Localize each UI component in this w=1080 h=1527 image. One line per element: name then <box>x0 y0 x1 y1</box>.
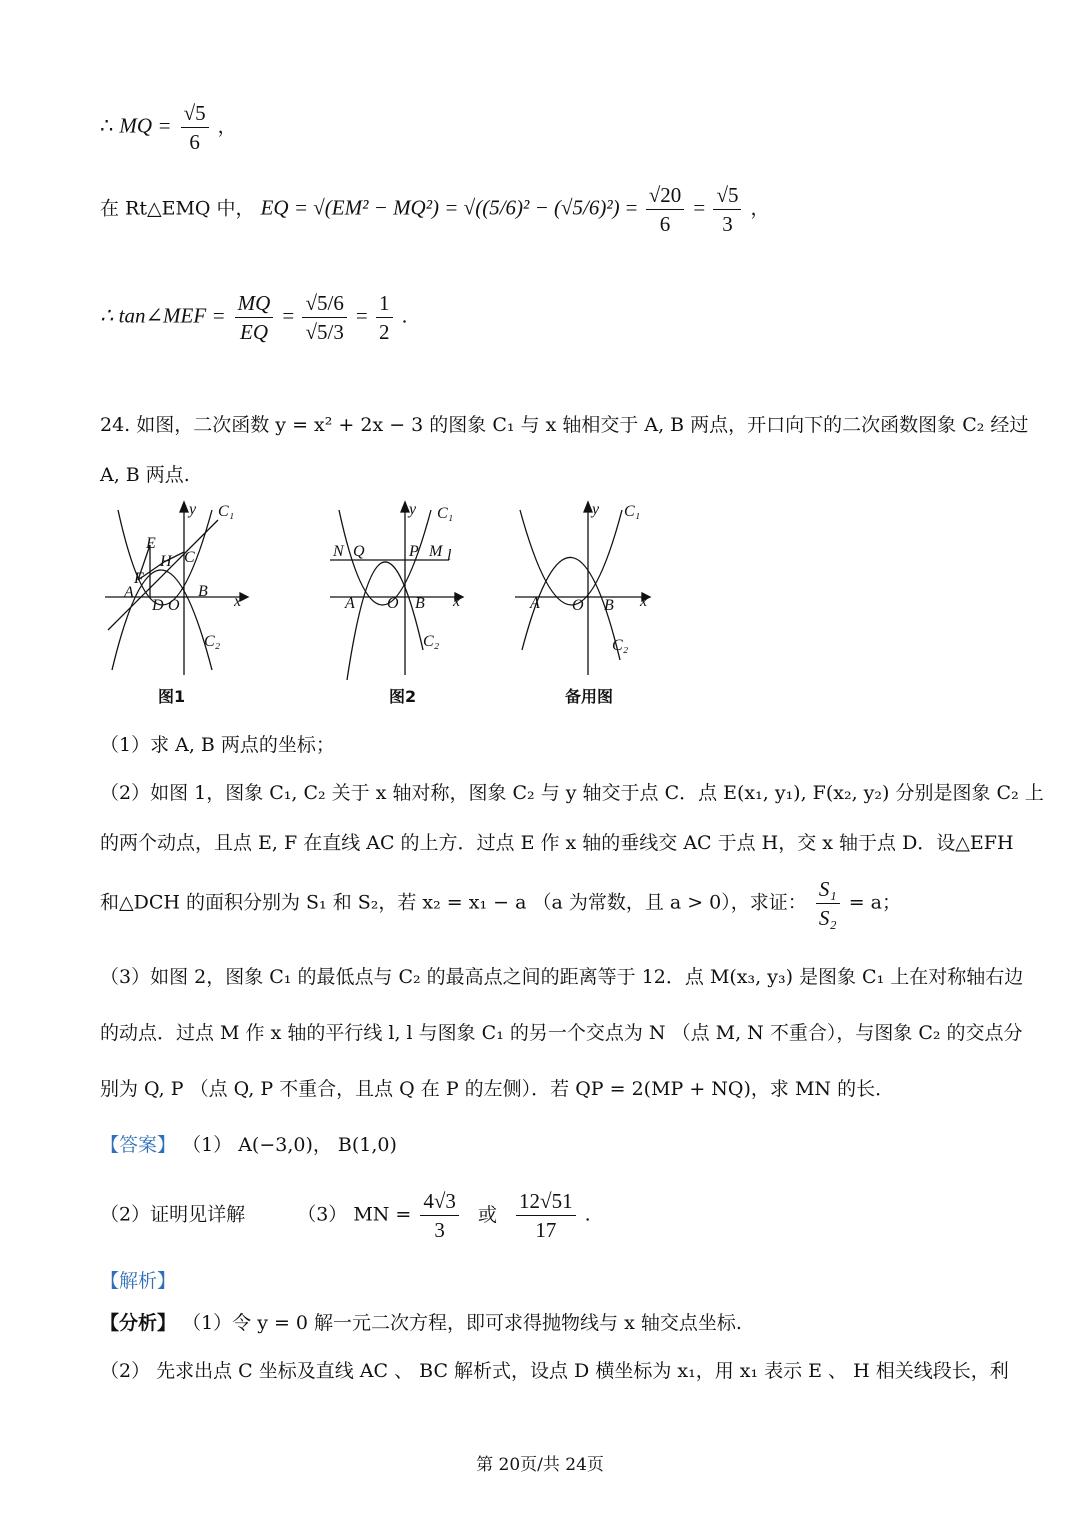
label-b: B <box>415 595 425 612</box>
label-c2: C₂ <box>612 637 629 654</box>
label-x: x <box>640 593 648 610</box>
frac-num: √5/6 <box>302 290 346 318</box>
answer-line-2 <box>100 1188 591 1243</box>
therefore-symbol: ∴ <box>100 113 114 138</box>
q24-part-3-line-2: 的动点．过点 M 作 x 轴的平行线 l, l 与图象 C₁ 的另一个交点为 N （点 M, N 不重合），与图象 C₂ 的交点分 <box>100 1022 1023 1044</box>
label-p: P <box>409 543 419 560</box>
label-a: A <box>530 595 540 612</box>
frac-den: 3 <box>722 212 733 236</box>
p2-l3-tail: = a； <box>848 891 901 914</box>
label-y: y <box>189 501 197 518</box>
frac-num: S₁ <box>816 876 840 904</box>
q24-part-3-line-3: 别为 Q, P （点 Q, P 不重合，且点 Q 在 P 的左侧）．若 QP = 2(MP + NQ)，求 MN 的长． <box>100 1078 895 1100</box>
label-o: O <box>572 597 584 614</box>
prev-l2-suffix: ， <box>750 197 770 220</box>
frac-num: √5 <box>181 100 209 128</box>
label-m: M <box>429 543 443 560</box>
prev-l2-eq: EQ = √(EM² − MQ²) = √((5/6)² − (√5/6)²) <box>260 195 620 220</box>
frac-den: 3 <box>434 1218 445 1242</box>
y-axis-arrow <box>401 502 409 512</box>
figure-2-caption: 图2 <box>389 687 417 706</box>
answer-3-or: 或 <box>477 1203 497 1226</box>
q24-stem-line-2: A, B 两点. <box>100 464 190 486</box>
answer-3-frac2 <box>516 1188 576 1243</box>
label-y: y <box>592 501 600 518</box>
label-c1: C₁ <box>437 505 454 522</box>
label-o: O <box>387 595 399 612</box>
label-c1: C₁ <box>218 503 235 520</box>
label-c1: C₁ <box>624 503 641 520</box>
q24-part-2-line-2: 的两个动点，且点 E, F 在直线 AC 的上方．过点 E 作 x 轴的垂线交 AC 于点 H，交 x 轴于点 D．设△EFH <box>100 832 1014 854</box>
s1-over-s2 <box>816 876 840 931</box>
label-h: H <box>160 553 172 570</box>
prev-l1-suffix: ， <box>217 115 237 138</box>
prev-line-1 <box>100 100 237 155</box>
label-l: l <box>447 547 452 564</box>
label-a: A <box>124 584 134 601</box>
label-o: O <box>168 597 180 614</box>
analysis-tag: 【解析】 <box>100 1270 177 1292</box>
figure-3 <box>510 500 660 680</box>
frac-den: S₂ <box>818 906 837 930</box>
label-e: E <box>146 535 156 552</box>
answer-3-prefix: （3） MN = <box>297 1203 412 1226</box>
analysis-line-1 <box>100 1308 742 1335</box>
figure-1-caption: 图1 <box>158 687 186 706</box>
label-x: x <box>234 593 242 610</box>
label-c2: C₂ <box>423 633 440 650</box>
prev-l3-frac3 <box>376 290 393 345</box>
prev-l1-frac <box>181 100 209 155</box>
label-a: A <box>345 595 355 612</box>
label-q: Q <box>353 543 365 560</box>
prev-line-3: ∴ tan∠MEF = $\frac{MQ}{EQ}$ = $\frac{√5/6}{√5/3}$ = $\frac{1}{2}$ . <box>100 291 408 344</box>
prev-line-2: 在 Rt△EMQ 中， EQ = √(EM² − MQ²) = √((5/6)² − (√5/6)²) = $\frac{√20}{6}$ = $\frac{√5}{3}$ ， <box>100 183 770 236</box>
label-y: y <box>409 501 417 518</box>
prev-l3-frac1 <box>235 290 274 345</box>
label-f: F <box>134 570 144 587</box>
q24-part-1: （1）求 A, B 两点的坐标； <box>100 734 335 756</box>
figure-1 <box>100 500 260 680</box>
label-b: B <box>198 583 208 600</box>
figure-3-caption: 备用图 <box>565 687 614 706</box>
prev-l3-prefix: ∴ tan∠MEF = <box>100 303 226 328</box>
y-axis-arrow <box>180 502 188 512</box>
analysis-line-2: （2） 先求出点 C 坐标及直线 AC 、 BC 解析式，设点 D 横坐标为 x₁，用 x₁ 表示 E 、 H 相关线段长，利 <box>100 1360 1009 1382</box>
frac-num: 1 <box>376 290 393 318</box>
prev-l3-frac2 <box>302 290 346 345</box>
page-footer: 第 20页/共 24页 <box>476 1455 604 1475</box>
prev-l2-frac1 <box>646 182 685 237</box>
label-x: x <box>453 593 461 610</box>
prev-l3-suffix: . <box>401 305 408 328</box>
q24-part-2-line-3 <box>100 876 901 931</box>
frac-num: 12√51 <box>516 1188 576 1216</box>
fenxi-tag: 【分析】 <box>100 1312 177 1334</box>
prev-l2-text: 在 Rt△EMQ 中， <box>100 197 255 220</box>
label-n: N <box>333 543 344 560</box>
answer-3-suffix: . <box>584 1203 591 1226</box>
q24-stem-line-1: 24. 如图，二次函数 y = x² + 2x − 3 的图象 C₁ 与 x 轴相交于 A, B 两点，开口向下的二次函数图象 C₂ 经过 <box>100 414 1029 436</box>
frac-den: 6 <box>189 130 200 154</box>
answer-tag: 【答案】 <box>100 1134 177 1156</box>
answer-1: （1） A(−3,0)， B(1,0) <box>182 1134 397 1156</box>
frac-num: MQ <box>235 290 274 318</box>
frac-den: √5/3 <box>305 320 344 344</box>
p2-l3-text: 和△DCH 的面积分别为 S₁ 和 S₂，若 x₂ = x₁ − a （a 为常数，且 a > 0），求证： <box>100 891 807 914</box>
frac-num: 4√3 <box>420 1188 459 1216</box>
answer-2: （2）证明见详解 <box>100 1203 246 1226</box>
frac-num: √5 <box>713 182 741 210</box>
frac-den: 17 <box>535 1218 557 1242</box>
label-c2: C₂ <box>204 633 221 650</box>
answer-line-1 <box>100 1130 397 1157</box>
prev-l2-frac2 <box>713 182 741 237</box>
frac-den: 6 <box>659 212 671 236</box>
frac-den: 2 <box>379 320 390 344</box>
q24-part-2-line-1: （2）如图 1，图象 C₁, C₂ 关于 x 轴对称，图象 C₂ 与 y 轴交于点 C．点 E(x₁, y₁), F(x₂, y₂) 分别是图象 C₂ 上 <box>100 782 1044 804</box>
x-axis-arrow <box>240 593 248 601</box>
fenxi-1: （1）令 y = 0 解一元二次方程，即可求得抛物线与 x 轴交点坐标. <box>182 1312 742 1334</box>
label-b: B <box>604 597 614 614</box>
q24-part-3-line-1: （3）如图 2，图象 C₁ 的最低点与 C₂ 的最高点之间的距离等于 12．点 M(x₃, y₃) 是图象 C₁ 上在对称轴右边 <box>100 966 1024 988</box>
label-c: C <box>184 549 195 566</box>
curve-c2 <box>347 562 423 680</box>
y-axis-arrow <box>584 502 592 512</box>
figure-2 <box>325 500 470 680</box>
answer-3-frac1 <box>420 1188 459 1243</box>
frac-num: √20 <box>646 182 685 210</box>
frac-den: EQ <box>240 320 268 344</box>
label-d: D <box>152 597 164 614</box>
prev-l1-lhs: MQ = <box>119 113 172 138</box>
